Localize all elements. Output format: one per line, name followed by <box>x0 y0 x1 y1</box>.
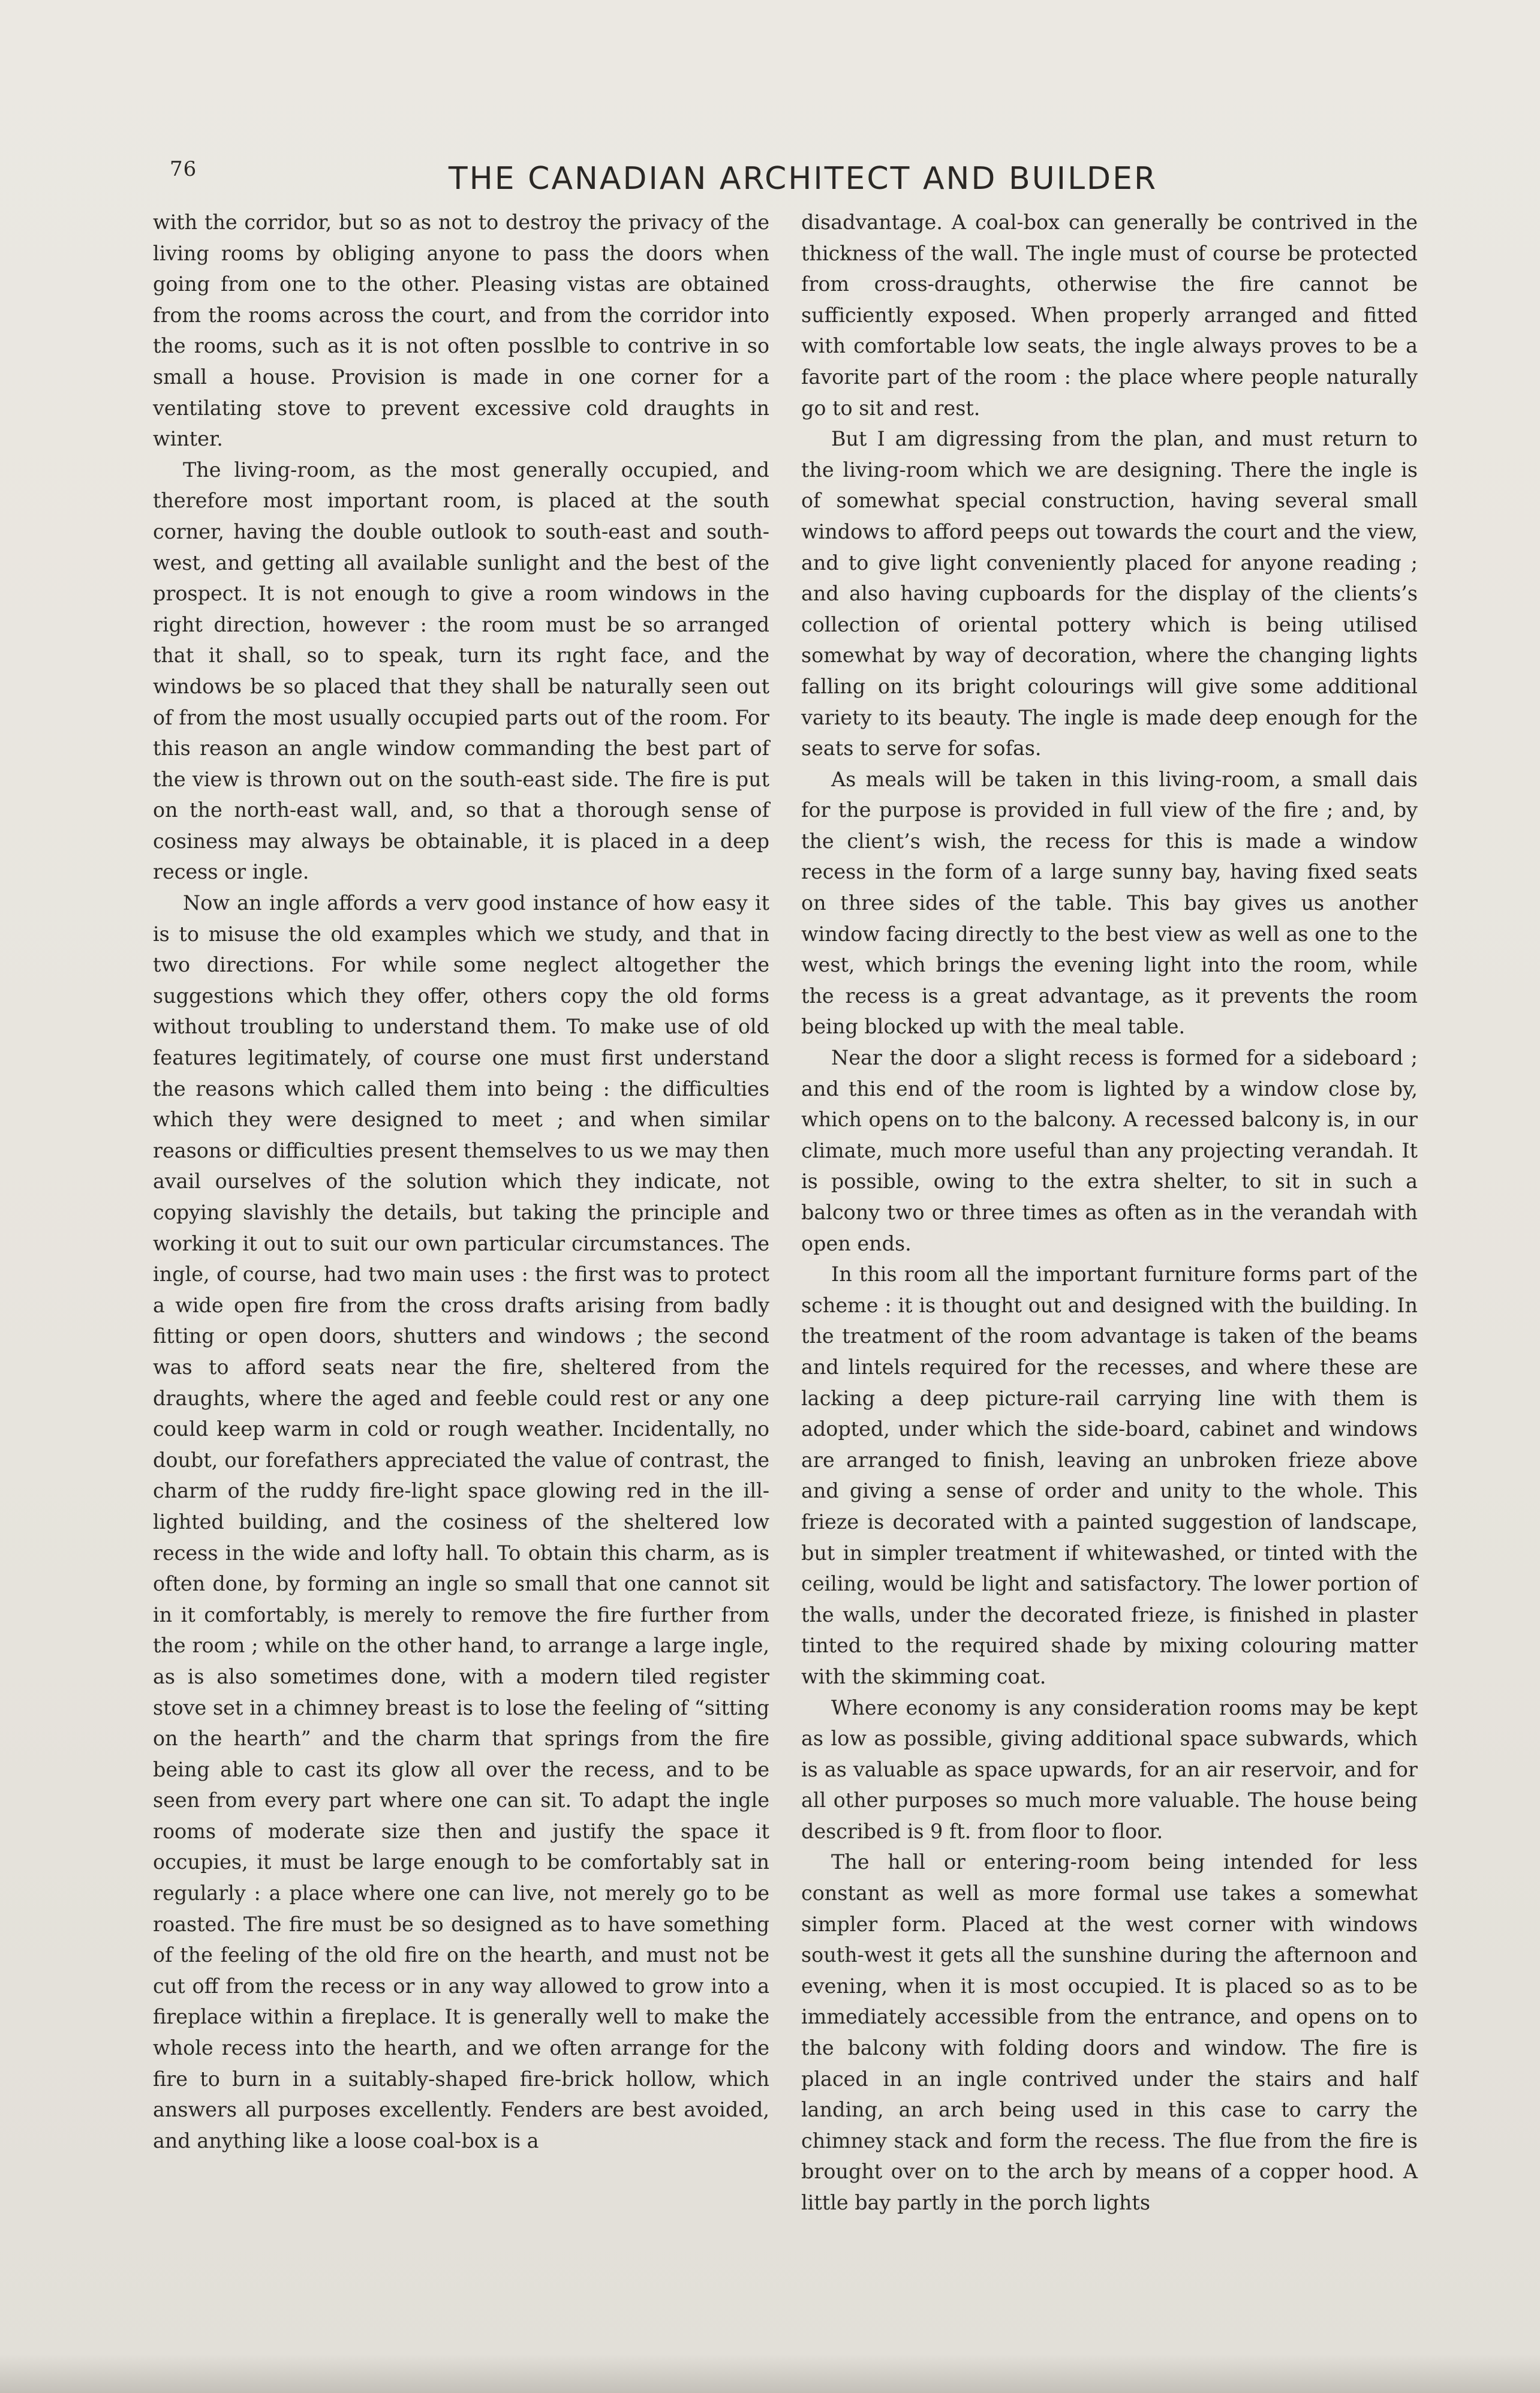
paragraph: with the corridor, but so as not to destroy the privacy of the living rooms by obliging anyone to pass the doors when going from one to the other. Pleasing vistas are obtained from the rooms across the court, and from the corridor into the rooms, such as it is not often posslble to contrive in so small a house. Provision is made in one corner for a ventilating stove to prevent excessive cold draughts in winter. <box>153 211 769 451</box>
paragraph: disadvantage. A coal-box can generally be contrived in the thickness of the wall. The ingle must of course be protected from cross-draughts, otherwise the fire cannot be sufficiently exposed. When properly arranged and fitted with comfortable low seats, the ingle always proves to be a favorite part of the room : the place where people naturally go to sit and rest. <box>801 211 1418 420</box>
paragraph: The hall or entering-room being intended for less constant as well as more formal use takes a somewhat simpler form. Placed at the west corner with windows south-west it gets all the sunshine during the afternoon and evening, when it is most occupied. It is placed so as to be immediately accessible from the entrance, and opens on to the balcony with folding doors and window. The fire is placed in an ingle contrived under the stairs and half landing, an arch being used in this case to carry the chimney stack and form the recess. The flue from the fire is brought over on to the arch by means of a copper hood. A little bay partly in the porch lights <box>801 1850 1418 2214</box>
scan-edge <box>0 2354 1540 2393</box>
paragraph: Now an ingle affords a verv good instance of how easy it is to misuse the old examples which we study, and that in two directions. For while some neglect altogether the suggestions which they offer, others copy the old forms without troubling to understand them. To make use of old features legitimately, of course one must first understand the reasons which called them into being : the difficulties which they were designed to meet ; and when similar reasons or difficulties present themselves to us we may then avail ourselves of the solution which they indicate, not copying slavishly the details, but taking the principle and working it out to suit our own particular circumstances. The ingle, of course, had two main uses : the first was to protect a wide open fire from the cross drafts arising from badly fitting or open doors, shutters and windows ; the second was to afford seats near the fire, sheltered from the draughts, where the aged and feeble could rest or any one could keep warm in cold or rough weather. Incidentally, no doubt, our forefathers appreciated the value of contrast, the charm of the ruddy fire-light space glowing red in the ill-lighted building, and the cosiness of the sheltered low recess in the wide and lofty hall. To obtain this charm, as is often done, by forming an ingle so small that one cannot sit in it comfortably, is merely to remove the fire further from the room ; while on the other hand, to arrange a large ingle, as is also sometimes done, with a modern tiled register stove set in a chimney breast is to lose the feeling of “sitting on the hearth” and the charm that springs from the fire being able to cast its glow all over the recess, and to be seen from every part where one can sit. To adapt the ingle rooms of moderate size then and justify the space it occupies, it must be large enough to be comfortably sat in regularly : a place where one can live, not merely go to be roasted. The fire must be so designed as to have something of the feeling of the old fire on the hearth, and must not be cut off from the recess or in any way allowed to grow into a fireplace within a fireplace. It is generally well to make the whole recess into the hearth, and we often arrange for the fire to burn in a suitably-shaped fire-brick hollow, which answers all purposes excellently. Fenders are best avoided, and anything like a loose coal-box is a <box>153 891 769 2153</box>
page-number: 76 <box>170 157 197 181</box>
paragraph: But I am digressing from the plan, and must return to the living-room which we are designing. There the ingle is of somewhat special construction, having several small windows to afford peeps out towards the court and the view, and to give light conveniently placed for anyone reading ; and also having cupboards for the display of the clients’s collection of oriental pottery which is being utilised somewhat by way of decoration, where the changing lights falling on its bright colourings will give some additional variety to its beauty. The ingle is made deep enough for the seats to serve for sofas. <box>801 427 1418 760</box>
right-column <box>801 207 1418 2218</box>
paragraph: Near the door a slight recess is formed for a sideboard ; and this end of the room is lighted by a window close by, which opens on to the balcony. A recessed balcony is, in our climate, much more useful than any projecting verandah. It is possible, owing to the extra shelter, to sit in such a balcony two or three times as often as in the verandah with open ends. <box>801 1046 1418 1255</box>
paragraph: The living-room, as the most generally occupied, and therefore most important room, is placed at the south corner, having the double outlook to south-east and south-west, and getting all available sunlight and the best of the prospect. It is not enough to give a room windows in the right direction, however : the room must be so arranged that it shall, so to speak, turn its rıght face, and the windows be so placed that they shall be naturally seen out of from the most usually occupied parts out of the room. For this reason an angle window commanding the best part of the view is thrown out on the south-east side. The fire is put on the north-east wall, and, so that a thorough sense of cosiness may always be obtainable, it is placed in a deep recess or ingle. <box>153 458 769 884</box>
running-head: THE CANADIAN ARCHITECT AND BUILDER <box>448 161 1158 197</box>
paragraph: As meals will be taken in this living-room, a small dais for the purpose is provided in full view of the fire ; and, by the client’s wish, the recess for this is made a window recess in the form of a large sunny bay, having fixed seats on three sides of the table. This bay gives us another window facing directly to the best view as well as one to the west, which brings the evening light into the room, while the recess is a great advantage, as it prevents the room being blocked up with the meal table. <box>801 767 1418 1039</box>
left-column <box>153 207 769 2156</box>
paragraph: In this room all the important furniture forms part of the scheme : it is thought out and designed with the building. In the treatment of the room advantage is taken of the beams and lintels required for the recesses, and where these are lacking a deep picture-rail carrying line with them is adopted, under which the side-board, cabinet and windows are arranged to finish, leaving an unbroken frieze above and giving a sense of order and unity to the whole. This frieze is decorated with a painted suggestion of landscape, but in simpler treatment if whitewashed, or tinted with the ceiling, would be light and satisfactory. The lower portion of the walls, under the decorated frieze, is finished in plaster tinted to the required shade by mixing colouring matter with the skimming coat. <box>801 1262 1418 1688</box>
paragraph: Where economy is any consideration rooms may be kept as low as possible, giving additional space subwards, which is as valuable as space upwards, for an air reservoir, and for all other purposes so much more valuable. The house being described is 9 ft. from floor to floor. <box>801 1695 1418 1843</box>
